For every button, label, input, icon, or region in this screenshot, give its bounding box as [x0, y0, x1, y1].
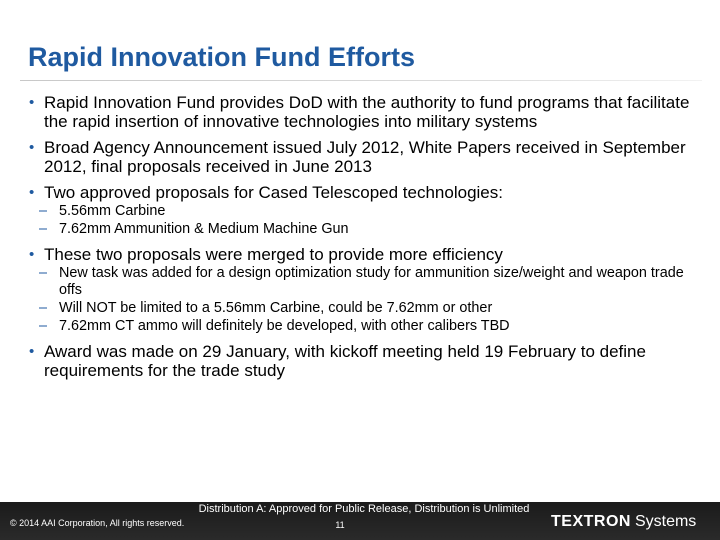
- copyright-notice: © 2014 AAI Corporation, All rights reserved.: [10, 518, 185, 528]
- slide-content: [0, 93, 720, 380]
- sub-bullet-3-1: – 5.56mm Carbine: [59, 203, 694, 220]
- logo-unit-text: Systems: [634, 513, 697, 530]
- logo-brand-text: TEXTRON: [551, 513, 631, 530]
- sub-bullet-3-2: – 7.62mm Ammunition & Medium Machine Gun: [59, 221, 694, 238]
- bullet-5: • Award was made on 29 January, with kickoff meeting held 19 February to define requirements for the trade study: [44, 342, 694, 380]
- bullet-4: • These two proposals were merged to provide more efficiency: [44, 245, 694, 264]
- footer-bar: [0, 502, 720, 540]
- sub-bullet-4-1: – New task was added for a design optimization study for ammunition size/weight and weapon trade offs: [59, 265, 694, 299]
- slide-title: Rapid Innovation Fund Efforts: [28, 42, 415, 72]
- bullet-3: • Two approved proposals for Cased Telescoped technologies:: [44, 183, 694, 202]
- bullet-2: • Broad Agency Announcement issued July 2012, White Papers received in September 2012, final proposals received in June 2013: [44, 138, 694, 176]
- sub-bullet-4-3: – 7.62mm CT ammo will definitely be developed, with other calibers TBD: [59, 318, 694, 335]
- page-number: 11: [335, 520, 345, 530]
- bullet-1: • Rapid Innovation Fund provides DoD with the authority to fund programs that facilitate the rapid insertion of innovative technologies into military systems: [44, 93, 694, 131]
- textron-systems-logo: [551, 513, 696, 531]
- title-divider: [20, 80, 702, 81]
- sub-bullet-4-2: – Will NOT be limited to a 5.56mm Carbine, could be 7.62mm or other: [59, 300, 694, 317]
- distribution-statement: Distribution A: Approved for Public Release, Distribution is Unlimited: [198, 503, 530, 515]
